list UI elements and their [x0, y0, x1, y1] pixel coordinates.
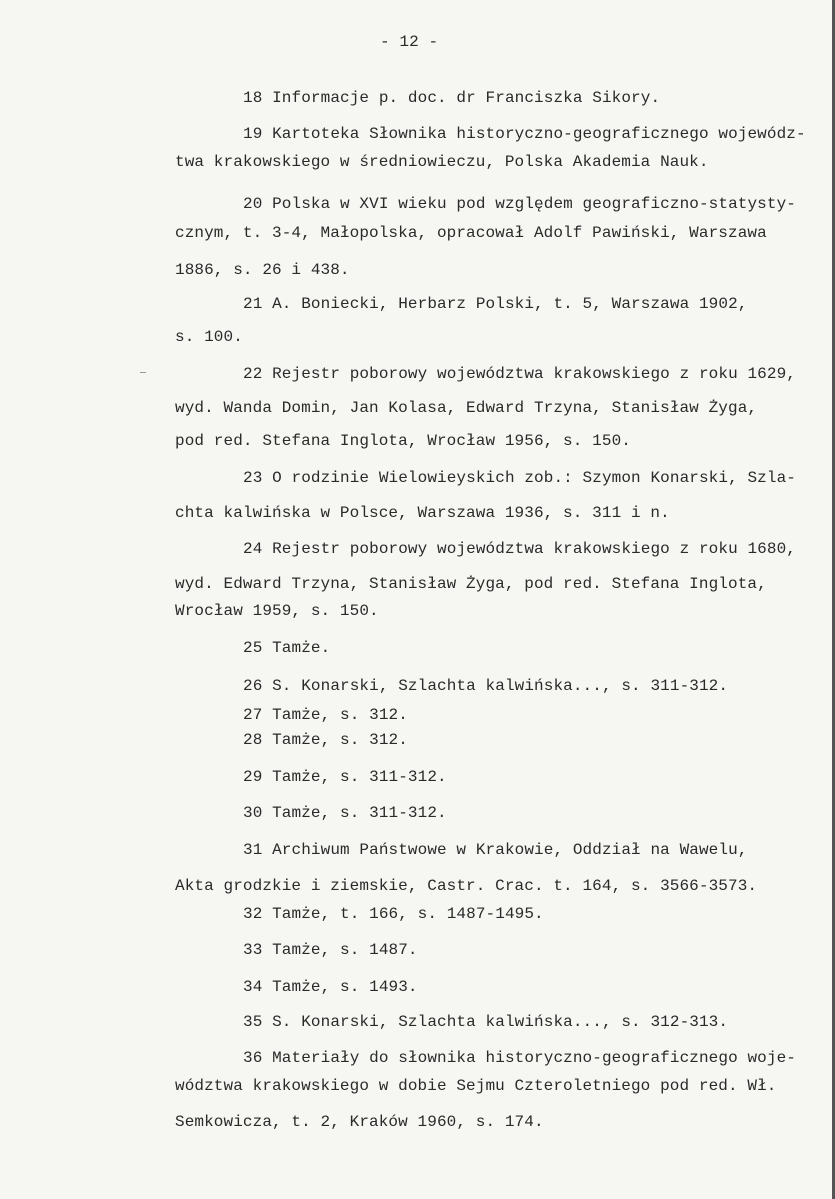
footnote-line: wyd. Wanda Domin, Jan Kolasa, Edward Trzyna, Stanisław Żyga,	[175, 399, 758, 417]
footnote-line: 23 O rodzinie Wielowieyskich zob.: Szymon Konarski, Szla-	[243, 469, 796, 487]
footnote-line: 33 Tamże, s. 1487.	[243, 941, 418, 959]
footnote-line: 31 Archiwum Państwowe w Krakowie, Oddział na Wawelu,	[243, 841, 748, 859]
footnote-line: s. 100.	[175, 328, 243, 346]
footnote-line: 20 Polska w XVI wieku pod względem geograficzno-statysty-	[243, 195, 796, 213]
footnote-line: 35 S. Konarski, Szlachta kalwińska..., s. 312-313.	[243, 1013, 729, 1031]
footnote-line: 21 A. Boniecki, Herbarz Polski, t. 5, Warszawa 1902,	[243, 295, 748, 313]
footnote-line: twa krakowskiego w średniowieczu, Polska Akademia Nauk.	[175, 153, 709, 171]
footnote-line: 25 Tamże.	[243, 639, 331, 657]
footnote-line: 24 Rejestr poborowy województwa krakowskiego z roku 1680,	[243, 540, 796, 558]
footnote-line: Semkowicza, t. 2, Kraków 1960, s. 174.	[175, 1113, 544, 1131]
footnote-line: 22 Rejestr poborowy województwa krakowskiego z roku 1629,	[243, 365, 796, 383]
footnote-line: pod red. Stefana Inglota, Wrocław 1956, s. 150.	[175, 432, 631, 450]
footnote-line: 1886, s. 26 i 438.	[175, 261, 350, 279]
footnote-line: wództwa krakowskiego w dobie Sejmu Czteroletniego pod red. Wł.	[175, 1077, 777, 1095]
footnote-line: 29 Tamże, s. 311-312.	[243, 768, 447, 786]
footnote-line: cznym, t. 3-4, Małopolska, opracował Adolf Pawiński, Warszawa	[175, 224, 767, 242]
scan-mark	[140, 372, 146, 373]
footnote-line: 18 Informacje p. doc. dr Franciszka Sikory.	[243, 89, 661, 107]
footnote-line: 19 Kartoteka Słownika historyczno-geograficznego wojewódz-	[243, 125, 806, 143]
footnote-line: 34 Tamże, s. 1493.	[243, 978, 418, 996]
footnote-line: 36 Materiały do słownika historyczno-geograficznego woje-	[243, 1049, 796, 1067]
footnote-line: 30 Tamże, s. 311-312.	[243, 804, 447, 822]
footnote-line: Wrocław 1959, s. 150.	[175, 602, 379, 620]
footnote-line: 28 Tamże, s. 312.	[243, 731, 408, 749]
footnote-line: 26 S. Konarski, Szlachta kalwińska..., s. 311-312.	[243, 677, 729, 695]
page-number: - 12 -	[380, 33, 439, 51]
footnote-line: chta kalwińska w Polsce, Warszawa 1936, s. 311 i n.	[175, 504, 670, 522]
footnote-line: 32 Tamże, t. 166, s. 1487-1495.	[243, 905, 544, 923]
footnote-line: wyd. Edward Trzyna, Stanisław Żyga, pod red. Stefana Inglota,	[175, 575, 767, 593]
footnote-line: Akta grodzkie i ziemskie, Castr. Crac. t. 164, s. 3566-3573.	[175, 877, 758, 895]
footnote-line: 27 Tamże, s. 312.	[243, 706, 408, 724]
